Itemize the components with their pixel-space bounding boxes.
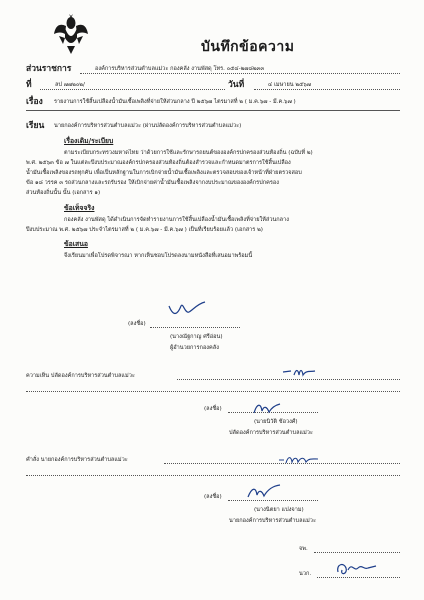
ref-value: ลป ๗๗๒๐๒/ [55,82,85,88]
mayor-title: นายกองค์การบริหารส่วนตำบลแม่วะ [229,518,316,524]
mayor-signature-icon [246,483,282,501]
clerk-name: (นายนิวัติ ช้อวงศ์) [254,419,298,425]
facts-line: ปีงบประมาณ พ.ศ. ๒๕๖๗ ประจำไตรมาสที่ ๒ ( ม.ค.๖๗ - มี.ค.๖๗ ) เป็นที่เรียบร้อยแล้ว (เอกสาร ๒) [26,227,263,233]
mayor-order-line-2 [26,475,400,476]
clerk-remark-icon [282,366,318,380]
ref-label: ที่ [26,80,32,90]
background-line: น้ำมันเชื้อเพลิงของรถทุกคัน เพื่อเป็นหลักฐานในการเบิกจ่ายน้ำมันเชื้อเพลิงและตรวจสอบของเจ้าหน้าที่ฝ่ายตรวจสอบ [26,170,302,176]
header-divider [26,110,400,111]
proposal-heading: ข้อเสนอ [64,240,88,248]
garuda-emblem-icon [54,14,88,58]
approved-by-label: นวก. [299,571,312,577]
background-line: ส่วนท้องถิ่นนั้น นั้น (เอกสาร ๑) [26,190,101,196]
to-value: นายกองค์การบริหารส่วนตำบลแม่วะ (ผ่านปลัดองค์การบริหารส่วนตำบลแม่วะ) [54,123,242,129]
clerk-signature-icon [252,401,282,417]
agency-value: องค์การบริหารส่วนตำบลแม่วะ กองคลัง งานพัสดุ โทร. ๐๕๔-๒๗๘๒๓๓ [95,66,265,72]
mayor-sign-label: (ลงชื่อ) [204,494,222,500]
date-value: ๔ เมษายน ๒๕๖๗ [268,82,311,88]
agency-dotted-line [80,73,400,74]
officer-sign-line [150,327,240,328]
checked-by-label: จพ. [299,546,308,552]
clerk-sign-label: (ลงชื่อ) [204,406,222,412]
officer-signature-icon [167,300,207,318]
subject-value: รายงานการใช้สิ้นเปลืองน้ำมันเชื้อเพลิงที่จ่ายให้ส่วนกลาง ปี ๒๕๖๗ ไตรมาสที่ ๒ ( ม.ค.๖๗ - มี.ค.๖๗ ) [54,99,296,105]
background-heading: เรื่องเดิม/ระเบียบ [64,137,114,145]
mayor-name: (นางนิตยา แปงจาม) [254,507,304,513]
background-line: ข้อ ๑๘ วรรค ๓ รถส่วนกลางและรถรับรอง ให้เบิกจ่ายค่าน้ำมันเชื้อเพลิงจากงบประมาณขององค์กรปกครอง [26,180,279,186]
to-label: เรียน [26,121,45,131]
proposal-line: จึงเรียนมาเพื่อโปรดพิจารณา หากเห็นชอบโปรดลงนามหนังสือที่เสนอมาพร้อมนี้ [64,253,253,259]
mayor-order-label: คำสั่ง นายกองค์การบริหารส่วนตำบลแม่วะ [26,457,128,463]
date-label: วันที่ [228,80,245,90]
subject-label: เรื่อง [26,97,43,107]
page-title: บันทึกข้อความ [201,39,295,55]
background-line: ตามระเบียบกระทรวงมหาดไทย ว่าด้วยการใช้และรักษารถยนต์ขององค์กรปกครองส่วนท้องถิ่น (ฉบับที่ ๒) [64,150,313,156]
date-dotted-line [254,89,400,90]
clerk-opinion-line-2 [26,391,400,392]
ref-dotted-line [40,89,225,90]
checked-by-line [314,552,400,553]
background-line: พ.ศ. ๒๕๖๓ ข้อ ๗ ในแต่ละปีงบประมาณองค์กรปกครองส่วนท้องถิ่นต้องสำรวจและกำหนดมาตรการใช้สิ้นเปลือง [26,160,291,166]
officer-name: (นางณัฐกาญ ศรีอ่อน) [170,334,223,340]
officer-title: ผู้อำนวยการกองคลัง [170,345,219,351]
clerk-title: ปลัดองค์การบริหารส่วนตำบลแม่วะ [229,430,313,436]
facts-heading: ข้อเท็จจริง [64,204,95,212]
clerk-opinion-label: ความเห็น ปลัดองค์การบริหารส่วนตำบลแม่วะ [26,373,135,379]
officer-sign-label: (ลงชื่อ) [128,321,146,327]
mayor-sign-line [228,500,318,501]
agency-label: ส่วนราชการ [26,64,72,74]
mayor-remark-icon [278,453,320,467]
facts-line: กองคลัง งานพัสดุ ได้ดำเนินการจัดทำรายงานการใช้สิ้นเปลืองน้ำมันเชื้อเพลิงที่จ่ายให้ส่วนกลาง [64,217,289,223]
approval-signature-icon [334,558,378,578]
